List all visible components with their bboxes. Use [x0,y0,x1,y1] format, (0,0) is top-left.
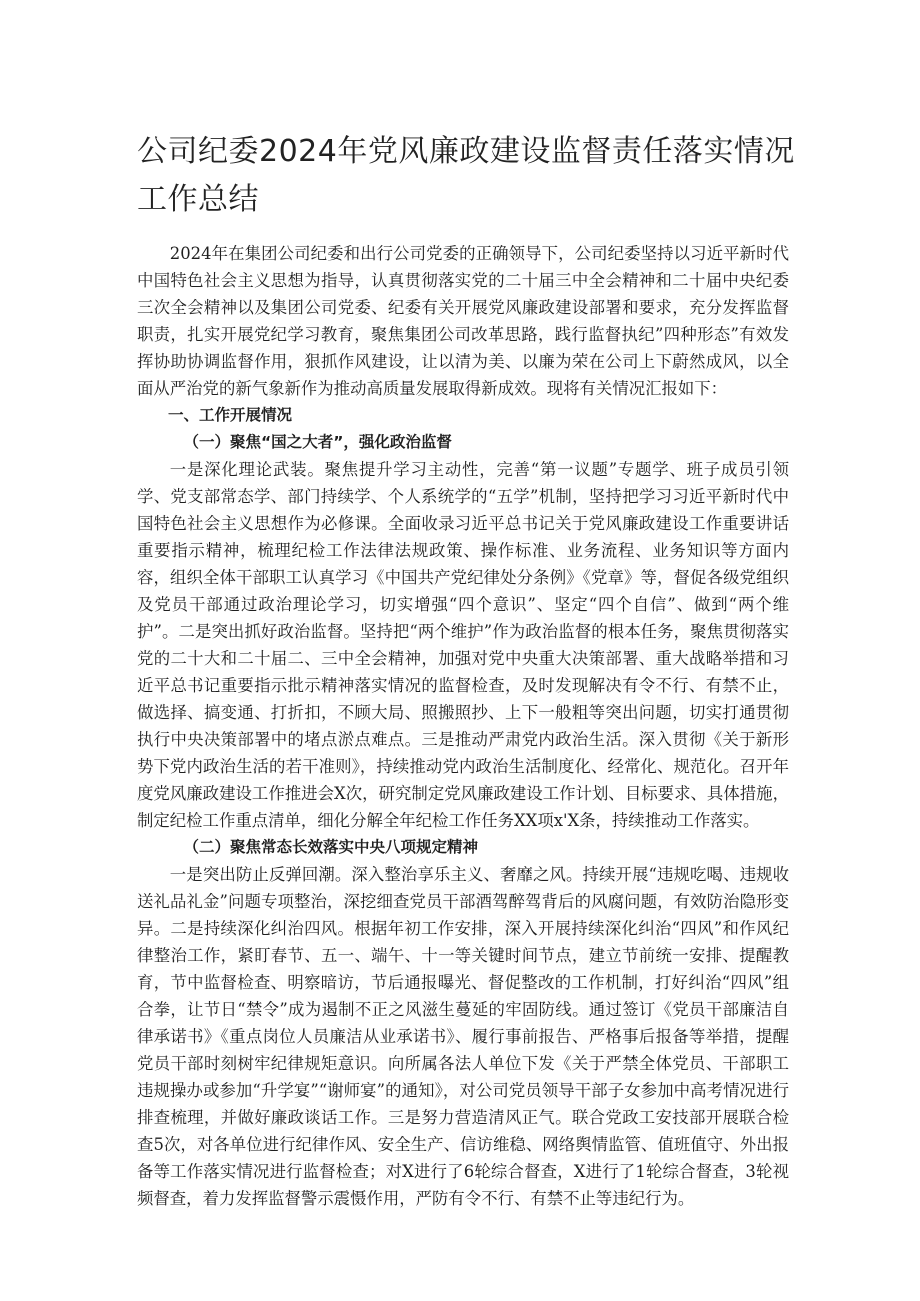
subsection-paragraph-political-supervision: 一是深化理论武装。聚焦提升学习主动性，完善“第一议题”专题学、班子成员引领学、党支部常态学、部门持续学、个人系统学的“五学”机制，坚持把学习习近平新时代中国特色社会主义思想作为必修课。全面收录习近平总书记关于党风廉政建设工作重要讲话重要指示精神，梳理纪检工作法律法规政策、操作标准、业务流程、业务知识等方面内容，组织全体干部职工认真学习《中国共产党纪律处分条例》《党章》等，督促各级党组织及党员干部通过政治理论学习，切实增强“四个意识”、坚定“四个自信”、做到“两个维护”。二是突出抓好政治监督。坚持把“两个维护”作为政治监督的根本任务，聚焦贯彻落实党的二十大和二十届二、三中全会精神，加强对党中央重大决策部署、重大战略举措和习近平总书记重要指示批示精神落实情况的监督检查，及时发现解决有令不行、有禁不止，做选择、搞变通、打折扣，不顾大局、照搬照抄、上下一般粗等突出问题，切实打通贯彻执行中央决策部署中的堵点淤点难点。三是推动严肃党内政治生活。深入贯彻《关于新形势下党内政治生活的若干准则》，持续推动党内政治生活制度化、经常化、规范化。召开年度党风廉政建设工作推进会X次，研究制定党风廉政建设工作计划、目标要求、具体措施，制定纪检工作重点清单，细化分解全年纪检工作任务XX项x'X条，持续推动工作落实。 [137,460,789,830]
document-title: 公司纪委2024年党风廉政建设监督责任落实情况工作总结 [137,134,795,217]
document-body [137,240,789,1212]
subsection-paragraph-eight-rules: 一是突出防止反弹回潮。深入整治享乐主义、奢靡之风。持续开展“违规吃喝、违规收送礼品礼金”问题专项整治，深挖细查党员干部酒驾醉驾背后的风腐问题，有效防治隐形变异。二是持续深化纠治四风。根据年初工作安排，深入开展持续深化纠治“四风”和作风纪律整治工作，紧盯春节、五一、端午、十一等关键时间节点，建立节前统一安排、提醒教育，节中监督检查、明察暗访，节后通报曝光、督促整改的工作机制，打好纠治“四风”组合拳，让节日“禁令”成为遏制不正之风滋生蔓延的牢固防线。通过签订《党员干部廉洁自律承诺书》《重点岗位人员廉洁从业承诺书》、履行事前报告、严格事后报备等举措，提醒党员干部时刻树牢纪律规矩意识。向所属各法人单位下发《关于严禁全体党员、干部职工违规操办或参加“升学宴”“谢师宴”的通知》，对公司党员领导干部子女参加中高考情况进行排查梳理，并做好廉政谈话工作。三是努力营造清风正气。联合党政工安技部开展联合检查5次，对各单位进行纪律作风、安全生产、信访维稳、网络舆情监管、值班值守、外出报备等工作落实情况进行监督检查；对X进行了6轮综合督查，X进行了1轮综合督查，3轮视频督查，着力发挥监督警示震慑作用，严防有令不行、有禁不止等违纪行为。 [137,865,789,1208]
subsection-heading-eight-rules: （二）聚焦常态长效落实中央八项规定精神 [183,838,479,856]
intro-paragraph: 2024年在集团公司纪委和出行公司党委的正确领导下，公司纪委坚持以习近平新时代中国特色社会主义思想为指导，认真贯彻落实党的二十届三中全会精神和二十届中央纪委三次全会精神以及集团公司党委、纪委有关开展党风廉政建设部署和要求，充分发挥监督职责，扎实开展党纪学习教育，聚焦集团公司改革思路，践行监督执纪”四种形态”有效发挥协助协调监督作用，狠抓作风建设，让以清为美、以廉为荣在公司上下蔚然成风，以全面从严治党的新气象新作为推动高质量发展取得新成效。现将有关情况汇报如下： [137,244,789,398]
subsection-heading-political-supervision: （一）聚焦“国之大者”，强化政治监督 [183,433,452,451]
section-heading-work-status: 一、工作开展情况 [168,406,293,424]
